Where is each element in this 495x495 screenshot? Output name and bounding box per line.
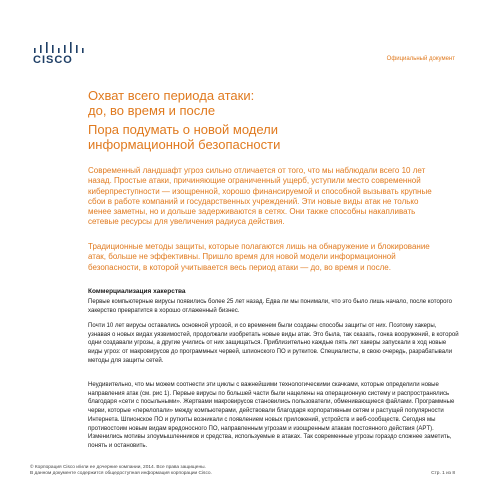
section-heading: Коммерциализация хакерства (88, 288, 186, 295)
body-paragraph-3: Неудивительно, что мы можем соотнести эти циклы с важнейшими технологическими скачками, которые определили новые направления атак (см. рис 1). Первые вирусы по большей части были нацелены на операционную систему и распространялись благодаря «сети с посыльными». Жертвами макровирусов становились пользователи, обменивающиеся файлами. Программные черви, которые «перелопали» между компьютерами, действовали благодаря корпоративным сетям и растущей популярности Интернета. Шпионское ПО и руткиты возникали с появлением новых приложений, устройств и веб-сообществ. Сегодня мы противостоим новым видам вредоносного ПО, направленным угрозам и изощренным атакам постоянного действия (APT). Изменились мотивы злоумышленников и средства, используемые в атаках. Так современные угрозы гораздо сложнее заметить, понять и остановить. (88, 382, 455, 449)
footer-note: В данном документе содержится общедоступная информация корпорации Cisco. (30, 471, 212, 477)
page-subtitle-line-2: информационной безопасности (88, 136, 281, 152)
page-title (88, 89, 428, 118)
body-paragraph-2: Почти 10 лет вирусы оставались основной угрозой, и со временем были созданы способы защиты от них. Поэтому хакеры, узнавая о новых видах уязвимостей, продолжали изобретать новые виды атак. Это была, так сказать, гонка вооружений, в которой одни создавали угрозы, а другие учились от них защищаться. Приблизительно каждые пять лет хакеры запускали в ход новые виды угроз: от макровирусов до программных червей, шпионского ПО и руткитов. Специалисты, в свою очередь, разрабатывали методы для защиты сетей. (88, 323, 459, 364)
page-title-line-2: до, во время и после (88, 102, 216, 118)
logo-wordmark: CISCO (33, 54, 73, 66)
page-subtitle-line-1: Пора подумать о новой модели (88, 122, 279, 137)
page-number: Стр. 1 из 8 (431, 471, 455, 476)
cisco-logo (30, 42, 90, 68)
cisco-logo-bars-icon (33, 42, 87, 54)
page-subtitle (88, 123, 428, 152)
footer-notice (30, 465, 212, 478)
lead-paragraph-1: Современный ландшафт угроз сильно отличается от того, что мы наблюдали всего 10 лет назад. Простые атаки, причиняющие ограниченный ущерб, уступили место современной киберпреступности — изощренной, хорошо финансируемой и способной вызывать крупные сбои в работе компаний и государственных учреждений. Эти новые виды атак не только менее заметны, но и дольше задерживаются в сетях. Они также способны накапливать сетевые ресурсы для увеличения радиуса действия. (88, 166, 432, 227)
page-title-line-1: Охват всего периода атаки: (88, 88, 255, 103)
footer-copyright: © Корпорация Cisco и/или ее дочерние компании, 2014. Все права защищены. (30, 465, 206, 470)
document-type-label: Официальный документ (386, 56, 455, 62)
body-paragraph-1: Первые компьютерные вирусы появились более 25 лет назад. Едва ли мы понимали, что это было лишь начало, после которого хакерство превратится в хорошо отлаженный бизнес. (88, 299, 452, 314)
lead-paragraph-2: Традиционные методы защиты, которые полагаются лишь на обнаружение и блокирование атак, больше не эффективны. Пришло время для новой модели информационной безопасности, в которой учитывается весь период атаки — до, во время и после. (88, 242, 430, 272)
